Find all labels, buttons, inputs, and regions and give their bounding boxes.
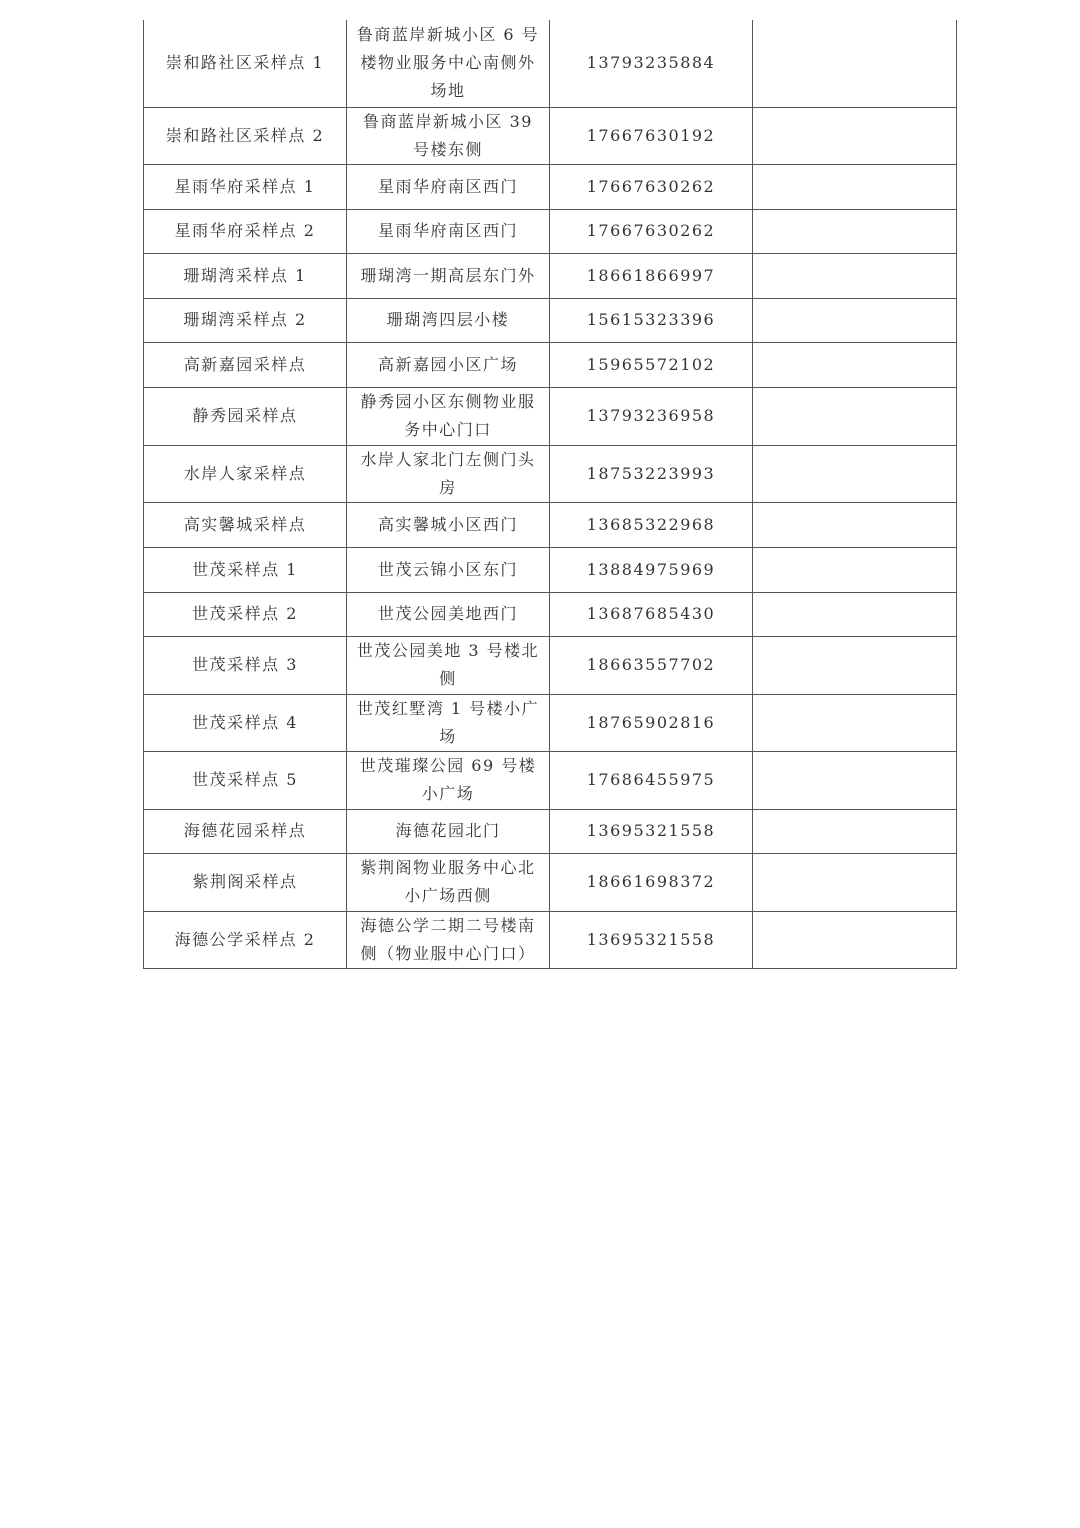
table-row — [144, 209, 957, 253]
site-name-cell: 静秀园采样点 — [144, 387, 347, 445]
table-row — [144, 853, 957, 911]
table-row — [144, 592, 957, 636]
site-name-cell: 高实馨城采样点 — [144, 502, 347, 547]
site-address-cell: 珊瑚湾四层小楼 — [347, 298, 550, 342]
site-note-cell — [753, 342, 957, 387]
site-note-cell — [753, 253, 957, 298]
table-row — [144, 809, 957, 853]
site-name-cell: 珊瑚湾采样点 1 — [144, 253, 347, 298]
table-row — [144, 445, 957, 502]
site-phone-cell: 18765902816 — [550, 694, 753, 751]
site-note-cell — [753, 911, 957, 968]
site-note-cell — [753, 751, 957, 809]
site-phone-cell: 13685322968 — [550, 502, 753, 547]
site-address-cell: 世茂云锦小区东门 — [347, 547, 550, 592]
site-address-cell: 鲁商蓝岸新城小区 6 号楼物业服务中心南侧外场地 — [347, 20, 550, 107]
site-name-cell: 水岸人家采样点 — [144, 445, 347, 502]
site-phone-cell: 15965572102 — [550, 342, 753, 387]
site-phone-cell: 15615323396 — [550, 298, 753, 342]
site-name-cell: 海德花园采样点 — [144, 809, 347, 853]
table-row — [144, 387, 957, 445]
site-address-cell: 珊瑚湾一期高层东门外 — [347, 253, 550, 298]
site-note-cell — [753, 107, 957, 164]
site-note-cell — [753, 694, 957, 751]
site-phone-cell: 13793236958 — [550, 387, 753, 445]
site-phone-cell: 13687685430 — [550, 592, 753, 636]
table-row — [144, 253, 957, 298]
site-name-cell: 世茂采样点 1 — [144, 547, 347, 592]
table-row — [144, 636, 957, 694]
site-note-cell — [753, 809, 957, 853]
site-address-cell: 高新嘉园小区广场 — [347, 342, 550, 387]
site-address-cell: 世茂璀璨公园 69 号楼小广场 — [347, 751, 550, 809]
site-address-cell: 星雨华府南区西门 — [347, 164, 550, 209]
site-note-cell — [753, 387, 957, 445]
site-phone-cell: 17667630262 — [550, 164, 753, 209]
table-row — [144, 164, 957, 209]
site-phone-cell: 13793235884 — [550, 20, 753, 107]
site-note-cell — [753, 636, 957, 694]
table-row — [144, 502, 957, 547]
table-row — [144, 107, 957, 164]
table-row — [144, 547, 957, 592]
site-note-cell — [753, 592, 957, 636]
site-phone-cell: 18661698372 — [550, 853, 753, 911]
site-address-cell: 静秀园小区东侧物业服务中心门口 — [347, 387, 550, 445]
site-address-cell: 世茂公园美地西门 — [347, 592, 550, 636]
site-name-cell: 世茂采样点 4 — [144, 694, 347, 751]
site-address-cell: 世茂红墅湾 1 号楼小广场 — [347, 694, 550, 751]
site-address-cell: 紫荆阁物业服务中心北小广场西侧 — [347, 853, 550, 911]
site-note-cell — [753, 164, 957, 209]
sampling-sites-table — [143, 20, 957, 969]
site-name-cell: 海德公学采样点 2 — [144, 911, 347, 968]
site-phone-cell: 13695321558 — [550, 809, 753, 853]
site-name-cell: 世茂采样点 2 — [144, 592, 347, 636]
site-address-cell: 世茂公园美地 3 号楼北侧 — [347, 636, 550, 694]
site-address-cell: 星雨华府南区西门 — [347, 209, 550, 253]
site-name-cell: 珊瑚湾采样点 2 — [144, 298, 347, 342]
site-note-cell — [753, 209, 957, 253]
site-phone-cell: 13884975969 — [550, 547, 753, 592]
site-name-cell: 崇和路社区采样点 1 — [144, 20, 347, 107]
sampling-sites-table-body — [144, 20, 957, 968]
site-phone-cell: 17686455975 — [550, 751, 753, 809]
table-row — [144, 20, 957, 107]
site-name-cell: 星雨华府采样点 2 — [144, 209, 347, 253]
site-phone-cell: 18753223993 — [550, 445, 753, 502]
table-row — [144, 751, 957, 809]
site-note-cell — [753, 445, 957, 502]
site-address-cell: 海德公学二期二号楼南侧（物业服中心门口） — [347, 911, 550, 968]
site-phone-cell: 13695321558 — [550, 911, 753, 968]
site-phone-cell: 18663557702 — [550, 636, 753, 694]
site-note-cell — [753, 502, 957, 547]
site-note-cell — [753, 20, 957, 107]
site-name-cell: 世茂采样点 5 — [144, 751, 347, 809]
site-address-cell: 高实馨城小区西门 — [347, 502, 550, 547]
site-note-cell — [753, 298, 957, 342]
table-row — [144, 911, 957, 968]
site-note-cell — [753, 547, 957, 592]
site-name-cell: 星雨华府采样点 1 — [144, 164, 347, 209]
site-name-cell: 紫荆阁采样点 — [144, 853, 347, 911]
site-note-cell — [753, 853, 957, 911]
site-address-cell: 海德花园北门 — [347, 809, 550, 853]
table-row — [144, 342, 957, 387]
site-address-cell: 水岸人家北门左侧门头房 — [347, 445, 550, 502]
site-phone-cell: 17667630262 — [550, 209, 753, 253]
table-row — [144, 694, 957, 751]
site-name-cell: 崇和路社区采样点 2 — [144, 107, 347, 164]
site-name-cell: 高新嘉园采样点 — [144, 342, 347, 387]
site-address-cell: 鲁商蓝岸新城小区 39 号楼东侧 — [347, 107, 550, 164]
site-phone-cell: 17667630192 — [550, 107, 753, 164]
site-name-cell: 世茂采样点 3 — [144, 636, 347, 694]
table-row — [144, 298, 957, 342]
site-phone-cell: 18661866997 — [550, 253, 753, 298]
